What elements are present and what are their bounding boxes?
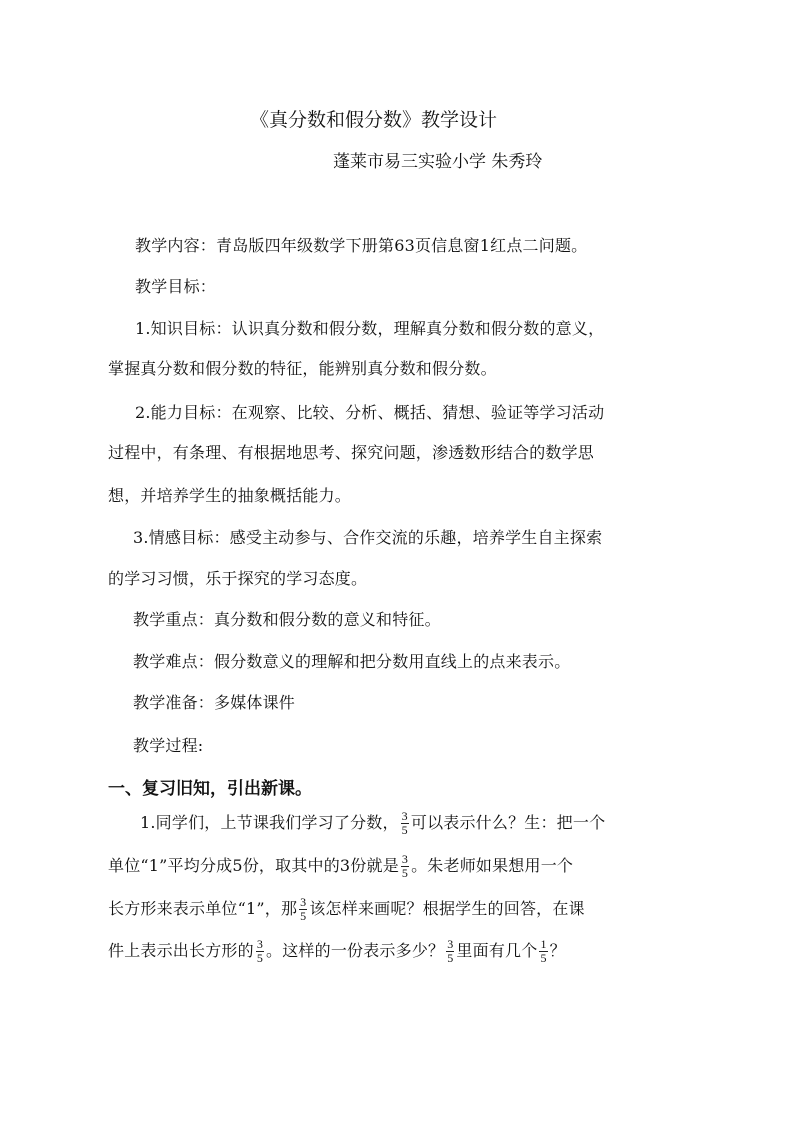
fraction-denominator: 5 [401,823,408,837]
text-segment: 。这样的一份表示多少？ [266,941,445,960]
page-title: 《真分数和假分数》教学设计 [250,109,498,131]
process-label: 教学过程: [133,736,204,755]
section-heading: 一、复习旧知，引出新课。 [108,779,312,799]
fraction-three-fifths [401,810,409,837]
fraction-three-fifths [299,896,307,923]
fraction-denominator: 5 [401,866,409,880]
preparation: 教学准备：多媒体课件 [133,693,296,712]
fraction-numerator: 1 [540,937,547,951]
text-segment: ？ [549,941,566,960]
fraction-denominator: 5 [300,909,307,923]
difficulty: 教学难点：假分数意义的理解和把分数用直线上的点来表示。 [133,652,571,671]
fraction-one-fifth [539,938,547,965]
paragraph-line-4 [108,938,566,965]
text-segment: 可以表示什么？生：把一个 [410,813,606,832]
fraction-three-fifths [446,938,454,965]
text-segment: 该怎样来画呢？根据学生的回答，在课 [309,899,585,918]
text-segment: 里面有几个 [456,941,538,960]
text-segment: 1.同学们，上节课我们学习了分数， [140,813,399,832]
fraction-numerator: 3 [401,852,409,866]
fraction-numerator: 3 [401,809,408,823]
objective-1-line-2: 掌握真分数和假分数的特征，能辨别真分数和假分数。 [108,359,497,378]
fraction-denominator: 5 [447,951,454,965]
text-segment: 长方形来表示单位“1”，那 [108,899,298,918]
teaching-content: 教学内容：青岛版四年级数学下册第63页信息窗1红点二问题。 [135,236,588,255]
text-segment: 单位“1”平均分成5份，取其中的3份就是 [108,856,399,875]
fraction-three-fifths [256,938,264,965]
text-segment: 件上表示出长方形的 [108,941,254,960]
objective-3-line-2: 的学习习惯，乐于探究的学习态度。 [108,569,368,588]
text-segment: 。朱老师如果想用一个 [411,856,574,875]
paragraph-line-2 [108,853,573,880]
fraction-denominator: 5 [256,951,264,965]
key-point: 教学重点：真分数和假分数的意义和特征。 [133,610,441,629]
objective-2-line-3: 想，并培养学生的抽象概括能力。 [108,486,352,505]
objective-3-line-1: 3.情感目标：感受主动参与、合作交流的乐趣，培养学生自主探索 [133,528,603,547]
objective-2-line-2: 过程中，有条理、有根据地思考、探究问题，渗透数形结合的数学思 [108,443,595,462]
paragraph-line-1 [140,810,605,837]
objective-2-line-1: 2.能力目标：在观察、比较、分析、概括、猜想、验证等学习活动 [135,403,605,422]
paragraph-line-3 [108,896,585,923]
fraction-three-fifths [401,853,409,880]
fraction-numerator: 3 [300,895,307,909]
objectives-label: 教学目标： [135,277,217,296]
fraction-denominator: 5 [540,951,547,965]
fraction-numerator: 3 [447,937,454,951]
author-line: 蓬莱市易三实验小学 朱秀玲 [333,152,543,172]
fraction-numerator: 3 [256,937,264,951]
objective-1-line-1: 1.知识目标：认识真分数和假分数，理解真分数和假分数的意义， [135,319,605,338]
